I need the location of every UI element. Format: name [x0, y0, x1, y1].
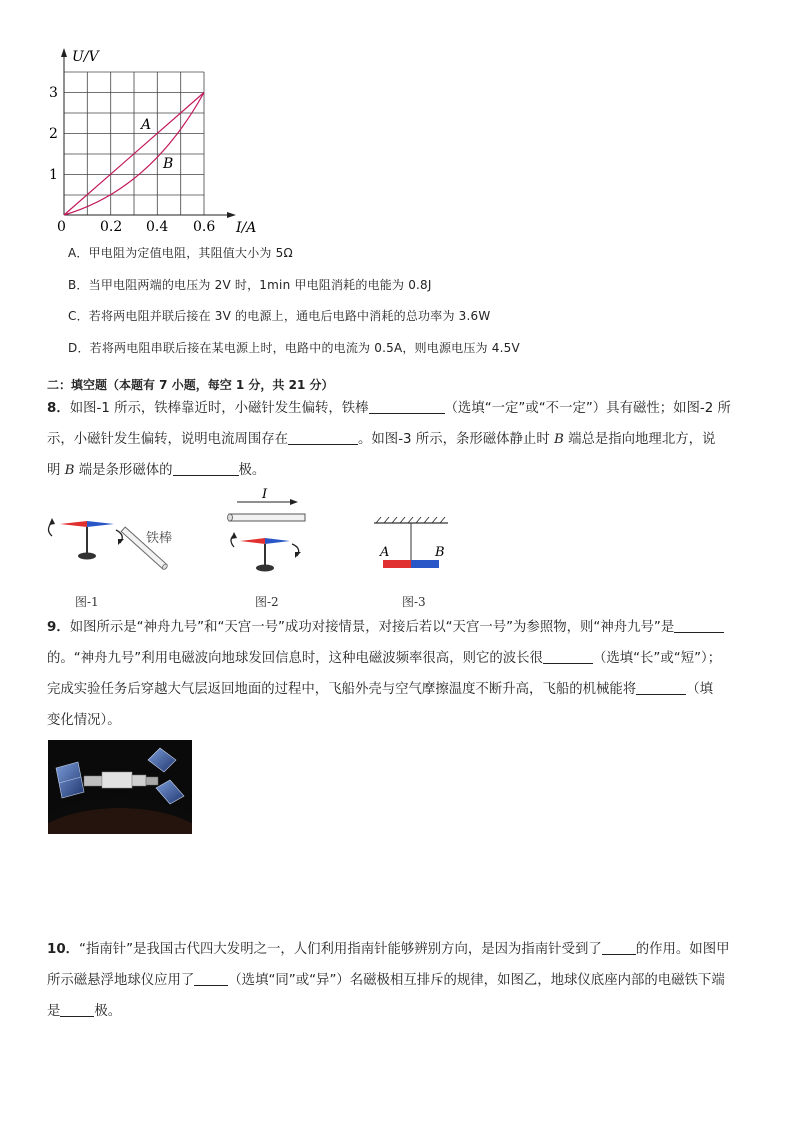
figure-3-caption: 图-3 [402, 595, 426, 609]
y-tick-3: 3 [49, 85, 58, 101]
magnet-end-a-label: A [380, 545, 390, 560]
magnet-end-b-label: B [435, 545, 445, 560]
figure-1 [40, 508, 190, 588]
current-label: I [262, 487, 268, 502]
arrow-head-icon [49, 518, 55, 525]
q10-text: “指南针”是我国古代四大发明之一，人们利用指南针能够辨别方向，是因为指南针受到了 [79, 942, 602, 957]
answer-blank[interactable] [543, 649, 593, 664]
q9-text: 的。“神舟九号”利用电磁波向地球发回信息时，这种电磁波频率很高，则它的波长很 [47, 651, 543, 666]
option-c: C．若将两电阻并联后接在 3V 的电源上，通电后电路中消耗的总功率为 3.6W [68, 309, 491, 323]
answer-blank[interactable] [602, 940, 636, 955]
option-b: B．当甲电阻两端的电压为 2V 时，1min 甲电阻消耗的电能为 0.8J [68, 278, 432, 292]
y-tick-2: 2 [49, 126, 58, 142]
q9-text: 变化情况）。 [47, 713, 121, 728]
figure-1-caption: 图-1 [75, 595, 99, 609]
q8-text: 端总是指向地理北方，说 [563, 432, 716, 447]
figure-2-caption: 图-2 [255, 595, 279, 609]
y-axis-label: U/V [72, 49, 99, 65]
needle-red [60, 521, 87, 527]
x-tick-0-6: 0.6 [193, 219, 216, 235]
question-10 [47, 934, 747, 1027]
option-a: A．甲电阻为定值电阻，其阻值大小为 5Ω [68, 246, 293, 260]
curve-a-label: A [141, 117, 152, 133]
q8-text: 端是条形磁体的 [74, 463, 173, 478]
q8-text: 明 [47, 463, 65, 478]
q10-text: 的作用。如图甲 [635, 942, 730, 957]
arrow-head-icon [118, 539, 124, 545]
q9-text: （填 [686, 682, 713, 697]
question-number: 10． [47, 942, 80, 957]
ceiling-hatch [376, 517, 445, 523]
y-tick-1: 1 [49, 167, 58, 183]
wire [229, 514, 305, 521]
question-8 [47, 393, 747, 486]
magnet-red-half [383, 560, 411, 568]
question-number: 9． [47, 620, 70, 635]
wire-end [228, 514, 233, 521]
arrow-head-icon [231, 532, 237, 539]
q8-text: 示，小磁针发生偏转，说明电流周围存在 [47, 432, 289, 447]
iron-rod-label: 铁棒 [146, 531, 173, 546]
magnet-end-variable: B [64, 463, 75, 478]
answer-blank[interactable] [636, 680, 686, 695]
answer-blank[interactable] [674, 618, 724, 633]
q10-text: 所示磁悬浮地球仪应用了 [47, 973, 195, 988]
q10-text: 是 [47, 1004, 61, 1019]
question-number: 8． [47, 401, 70, 416]
needle-red [240, 538, 265, 544]
answer-blank[interactable] [173, 461, 239, 476]
q10-text: （选填“同”或“异”）名磁极相互排斥的规律，如图乙，地球仪底座内部的电磁铁下端 [228, 973, 725, 988]
needle-blue [87, 521, 114, 527]
u-i-graph [40, 40, 260, 235]
answer-blank[interactable] [288, 430, 358, 445]
q8-text: （选填“一定”或“不一定”）具有磁性；如图-2 所 [444, 401, 731, 416]
x-axis-label: I/A [236, 220, 257, 235]
question-9 [47, 612, 747, 736]
arrow-head-icon [295, 552, 301, 558]
origin-label: 0 [57, 219, 66, 235]
figure-2 [222, 484, 312, 579]
section-heading: 二：填空题（本题有 7 小题，每空 1 分，共 21 分） [47, 378, 334, 392]
figure-3 [368, 514, 458, 576]
q9-text: 完成实验任务后穿越大气层返回地面的过程中，飞船外壳与空气摩擦温度不断升高，飞船的机械能将 [47, 682, 637, 697]
magnet-blue-half [411, 560, 439, 568]
needle-base [78, 553, 96, 560]
curve-b-label: B [163, 156, 174, 172]
answer-blank[interactable] [194, 971, 228, 986]
x-tick-0-4: 0.4 [146, 219, 169, 235]
q9-text: 如图所示是“神舟九号”和“天宫一号”成功对接情景，对接后若以“天宫一号”为参照物，则“神舟九号”是 [69, 620, 675, 635]
q8-text: 极。 [238, 463, 266, 478]
arrow-head-icon [290, 499, 298, 505]
needle-blue [265, 538, 290, 544]
q9-text: （选填“长”或“短”）； [592, 651, 722, 666]
magnet-end-variable: B [553, 432, 564, 447]
answer-blank[interactable] [60, 1002, 94, 1017]
answer-blank[interactable] [369, 399, 445, 414]
graph-grid [64, 72, 204, 215]
q8-text: 。如图-3 所示，条形磁体静止时 [358, 432, 554, 447]
spacecraft-docking-image [48, 740, 192, 834]
needle-base [256, 565, 274, 572]
x-tick-0-2: 0.2 [100, 219, 123, 235]
option-d: D．若将两电阻串联后接在某电源上时，电路中的电流为 0.5A，则电源电压为 4.5V [68, 341, 520, 355]
q8-text: 如图-1 所示，铁棒靠近时，小磁针发生偏转，铁棒 [69, 401, 369, 416]
q10-text: 极。 [94, 1004, 122, 1019]
